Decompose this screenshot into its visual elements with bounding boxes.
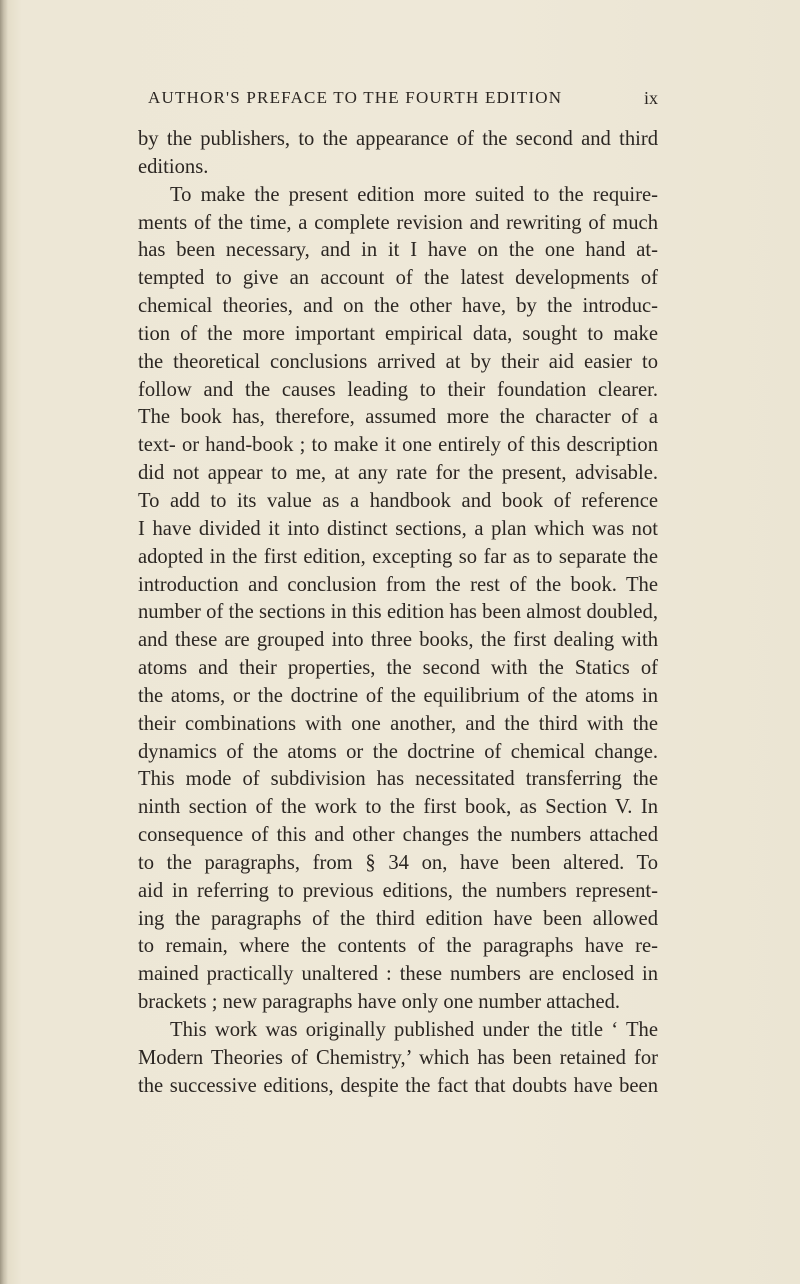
text-line: Modern Theories of Chemistry,’ which has been retained for xyxy=(138,1046,658,1069)
text-line: To add to its value as a handbook and book of reference xyxy=(138,489,658,512)
text-line: adopted in the first edition, excepting so far as to separate the xyxy=(138,545,658,568)
text-line: to the paragraphs, from § 34 on, have been altered. To xyxy=(138,851,658,874)
text-line: the atoms, or the doctrine of the equilibrium of the atoms in xyxy=(138,684,658,707)
text-line: their combinations with one another, and the third with the xyxy=(138,712,658,735)
text-line: the successive editions, despite the fact that doubts have been xyxy=(138,1074,658,1097)
gutter-shadow xyxy=(0,0,8,1284)
text-line: aid in referring to previous editions, the numbers represent- xyxy=(138,879,658,902)
text-line: follow and the causes leading to their foundation clearer. xyxy=(138,378,658,401)
text-line: dynamics of the atoms or the doctrine of chemical change. xyxy=(138,740,658,763)
text-line: editions. xyxy=(138,155,209,178)
text-line: number of the sections in this edition has been almost doubled, xyxy=(138,601,658,624)
text-line: mained practically unaltered : these numbers are enclosed in xyxy=(138,963,658,986)
text-line: I have divided it into distinct sections, a plan which was not xyxy=(138,517,658,540)
text-line: consequence of this and other changes the numbers attached xyxy=(138,824,658,847)
text-line: introduction and conclusion from the rest of the book. The xyxy=(138,573,658,596)
text-line: and these are grouped into three books, the first dealing with xyxy=(138,629,658,652)
text-line: by the publishers, to the appearance of the second and third xyxy=(138,128,658,150)
text-line: brackets ; new paragraphs have only one number attached. xyxy=(138,991,621,1014)
text-line: To make the present edition more suited to the require- xyxy=(170,183,658,206)
running-head-title: AUTHOR'S PREFACE TO THE FOURTH EDITION xyxy=(148,88,563,107)
text-line: did not appear to me, at any rate for the present, advisable. xyxy=(138,462,658,485)
text-line: to remain, where the contents of the paragraphs have re- xyxy=(138,935,658,958)
page-number: ix xyxy=(643,88,658,108)
text-line: This work was originally published under the title ‘ The xyxy=(170,1019,658,1041)
text-line: has been necessary, and in it I have on the one hand at- xyxy=(138,239,658,262)
text-line: atoms and their properties, the second with the Statics of xyxy=(138,657,658,680)
text-line: ments of the time, a complete revision and rewriting of much xyxy=(138,211,658,234)
text-line: ninth section of the work to the first book, as Section V. In xyxy=(138,796,658,819)
text-line: text- or hand-book ; to make it one entirely of this description xyxy=(138,434,658,457)
text-line: tion of the more important empirical data, sought to make xyxy=(138,322,658,345)
body-text xyxy=(138,126,658,1101)
text-line: chemical theories, and on the other have, by the introduc- xyxy=(138,295,658,318)
text-line: the theoretical conclusions arrived at by their aid easier to xyxy=(138,350,658,373)
running-head xyxy=(148,88,658,112)
text-line: This mode of subdivision has necessitated transferring the xyxy=(138,768,658,791)
text-line: tempted to give an account of the latest developments of xyxy=(138,267,658,290)
text-line: The book has, therefore, assumed more the character of a xyxy=(138,406,658,429)
text-line: ing the paragraphs of the third edition have been allowed xyxy=(138,907,658,930)
